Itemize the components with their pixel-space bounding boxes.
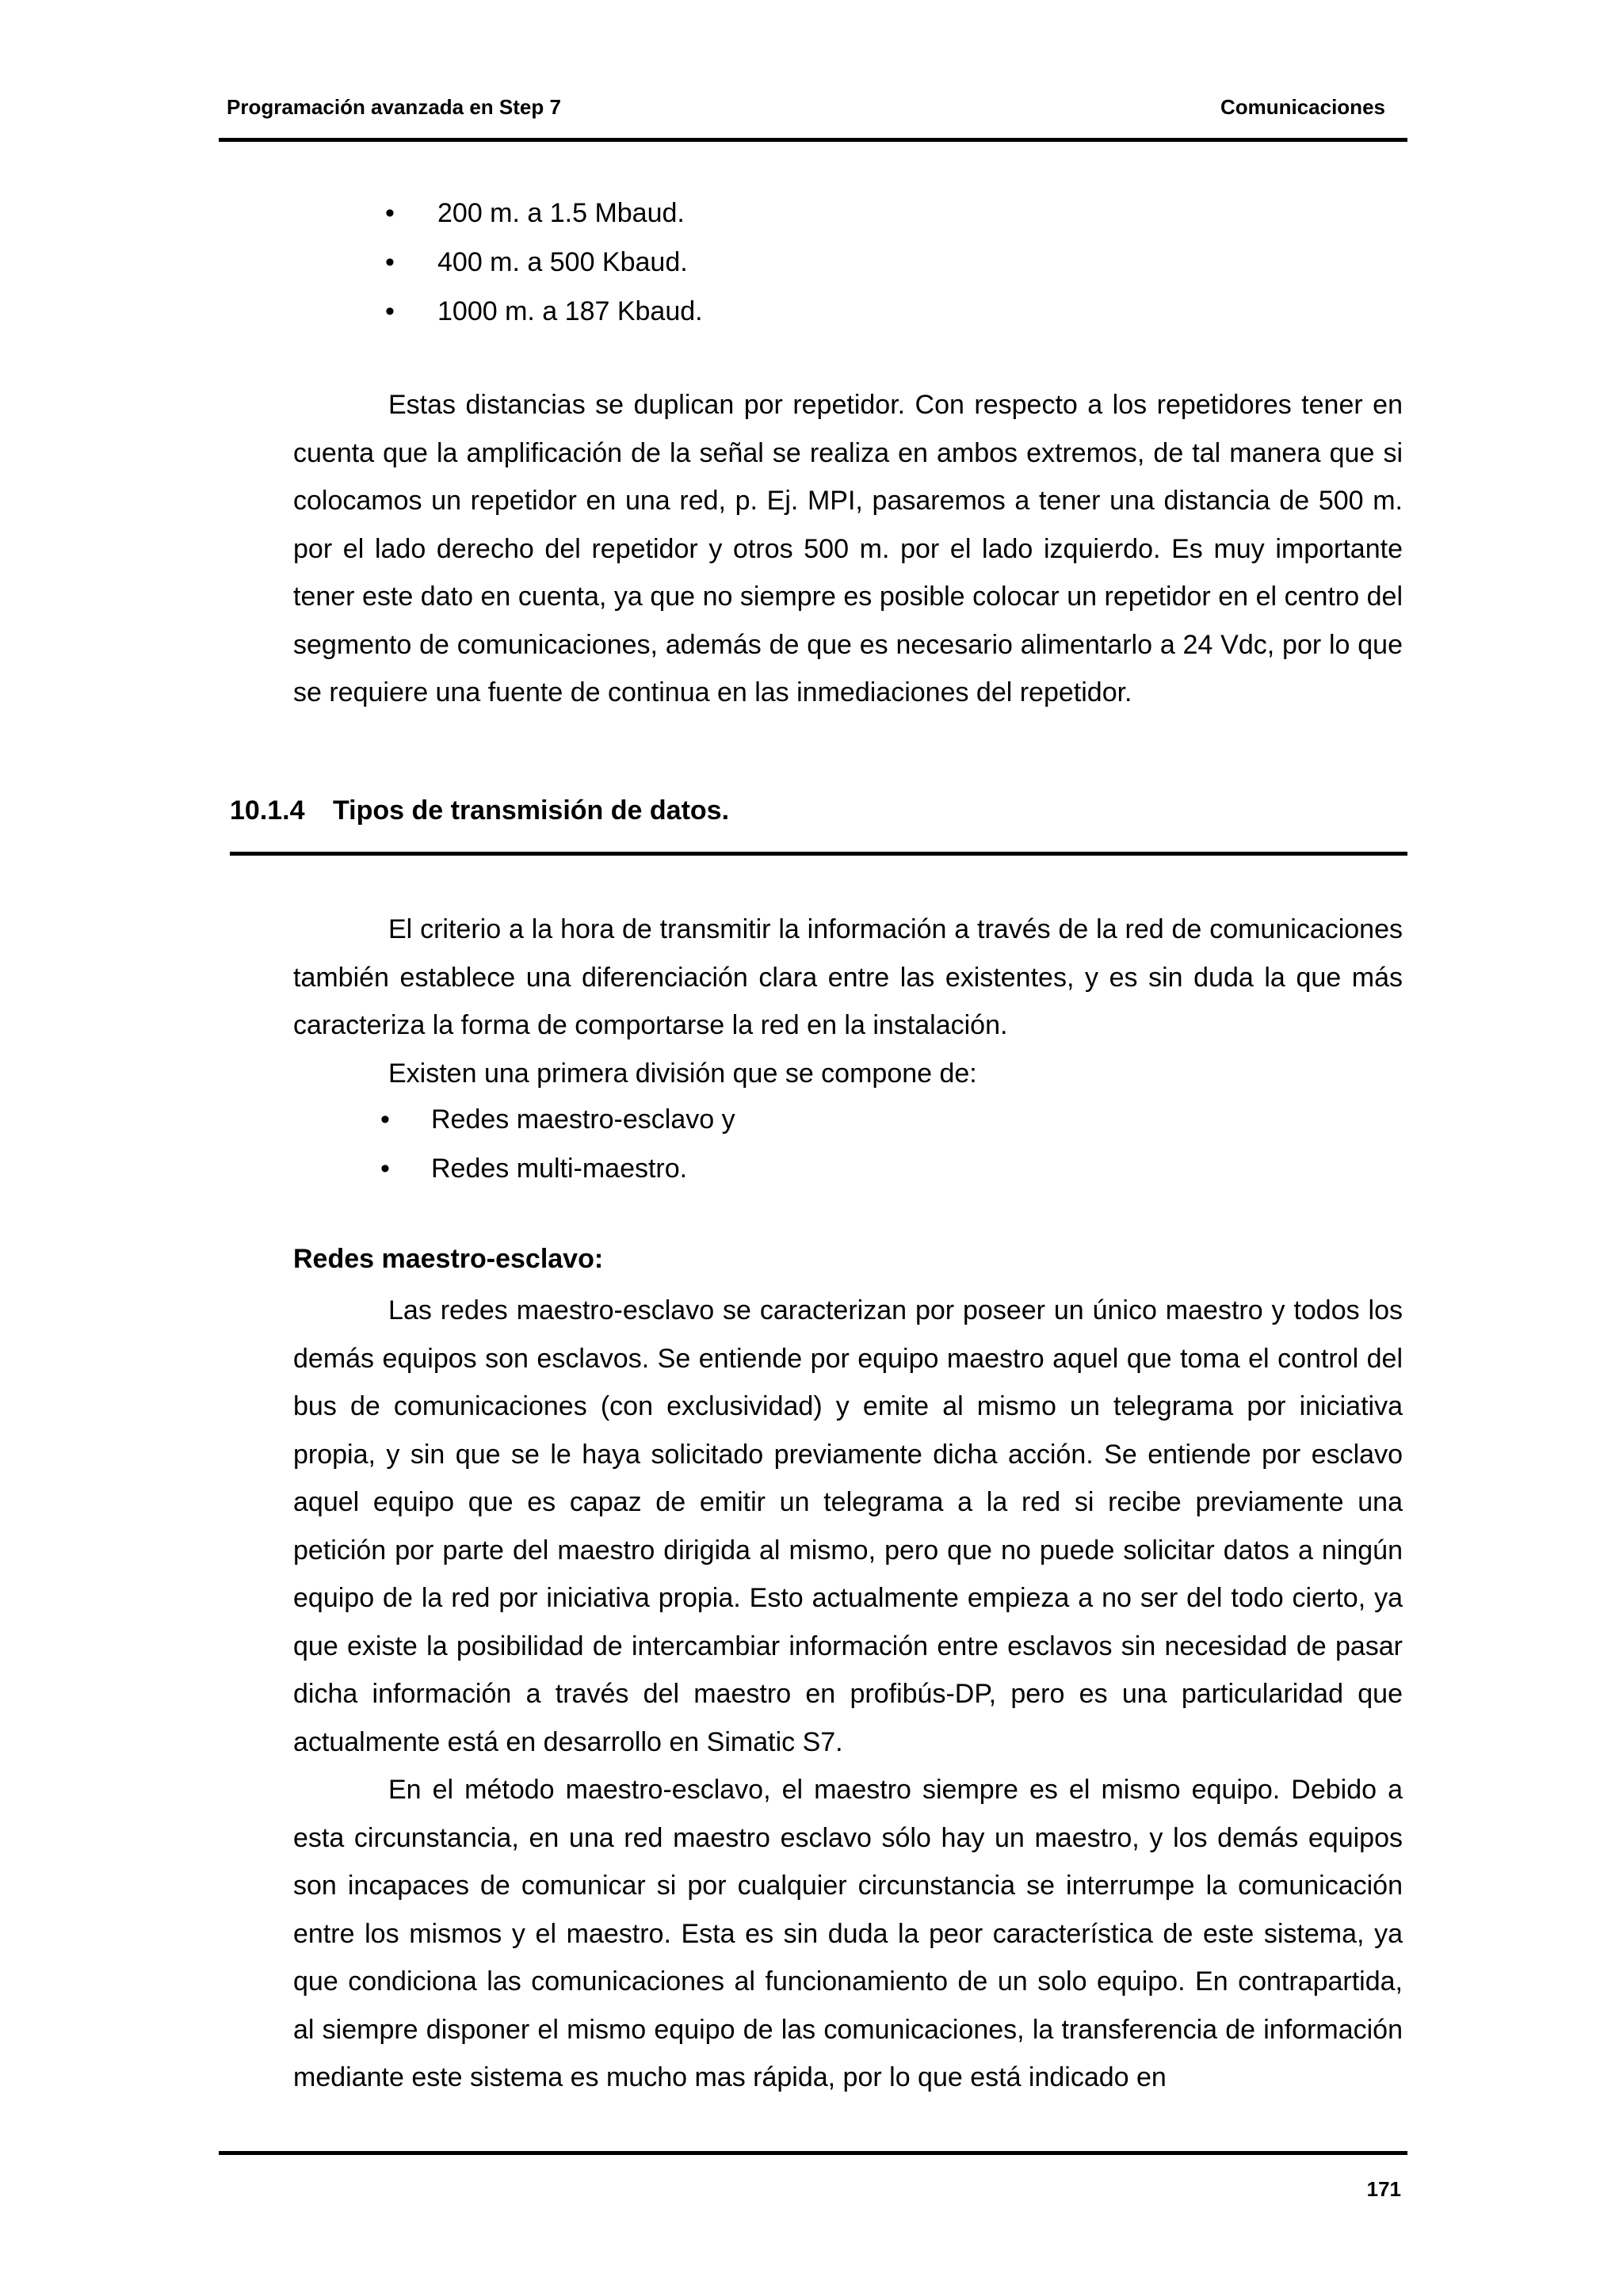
- page-header: [219, 95, 1407, 127]
- section-rule: [230, 852, 1407, 856]
- list-item: • 200 m. a 1.5 Mbaud.: [365, 189, 703, 238]
- criterio-paragraph-block: [293, 906, 1403, 1097]
- subsection-heading: Redes maestro-esclavo:: [293, 1244, 604, 1274]
- criterio-paragraph: El criterio a la hora de transmitir la información a través de la red de comunicaciones también establece una diferenciación clara entre las existentes, y es sin duda la que más caracteriza la forma de comportarse la red en la instalación.: [293, 914, 1403, 1040]
- footer-rule: [219, 2151, 1407, 2155]
- header-chapter-title: Comunicaciones: [1220, 95, 1385, 119]
- master-slave-paragraph-1: Las redes maestro-esclavo se caracterizan por poseer un único maestro y todos los demás equipos son esclavos. Se entiende por equipo maestro aquel que toma el control del bus de comunicaciones (con exclusividad) y emite al mismo un telegrama por iniciativa propia, y sin que se le haya solicitado previamente dicha acción. Se entiende por esclavo aquel equipo que es capaz de emitir un telegrama a la red si recibe previamente una petición por parte del maestro dirigida al mismo, pero que no puede solicitar datos a ningún equipo de la red por iniciativa propia. Esto actualmente empieza a no ser del todo cierto, ya que existe la posibilidad de intercambiar información entre esclavos sin necesidad de pasar dicha información a través del maestro en profibús-DP, pero es una particularidad que actualmente está en desarrollo en Simatic S7.: [293, 1295, 1403, 1757]
- repeaters-paragraph: Estas distancias se duplican por repetidor. Con respecto a los repetidores tener en cuenta que la amplificación de la señal se realiza en ambos extremos, de tal manera que si colocamos un repetidor en una red, p. Ej. MPI, pasaremos a tener una distancia de 500 m. por el lado derecho del repetidor y otros 500 m. por el lado izquierdo. Es muy importante tener este dato en cuenta, ya que no siempre es posible colocar un repetidor en el centro del segmento de comunicaciones, además de que es necesario alimentarlo a 24 Vdc, por lo que se requiere una fuente de continua en las inmediaciones del repetidor.: [293, 390, 1403, 707]
- distance-list: [365, 189, 703, 336]
- list-item: • 1000 m. a 187 Kbaud.: [365, 287, 703, 336]
- list-item: • 400 m. a 500 Kbaud.: [365, 238, 703, 287]
- network-types-list: [365, 1095, 735, 1193]
- division-paragraph: Existen una primera división que se compone de:: [388, 1058, 977, 1089]
- master-slave-block: [293, 1287, 1403, 2102]
- section-heading: [230, 795, 729, 826]
- master-slave-paragraph-2: En el método maestro-esclavo, el maestro siempre es el mismo equipo. Debido a esta circunstancia, en una red maestro esclavo sólo hay un maestro, y los demás equipos son incapaces de comunicar si por cualquier circunstancia se interrumpe la comunicación entre los mismos y el maestro. Esta es sin duda la peor característica de este sistema, ya que condiciona las comunicaciones al funcionamiento de un solo equipo. En contrapartida, al siempre disponer el mismo equipo de las comunicaciones, la transferencia de información mediante este sistema es mucho mas rápida, por lo que está indicado en: [293, 1775, 1403, 2092]
- section-title: Tipos de transmisión de datos.: [333, 795, 730, 826]
- list-item: • Redes multi-maestro.: [365, 1144, 735, 1193]
- header-book-title: Programación avanzada en Step 7: [227, 95, 561, 119]
- header-rule: [219, 138, 1407, 142]
- page-number: 171: [1366, 2177, 1401, 2201]
- repeaters-paragraph-block: [293, 381, 1403, 717]
- section-number: 10.1.4: [230, 795, 305, 826]
- list-item: • Redes maestro-esclavo y: [365, 1095, 735, 1144]
